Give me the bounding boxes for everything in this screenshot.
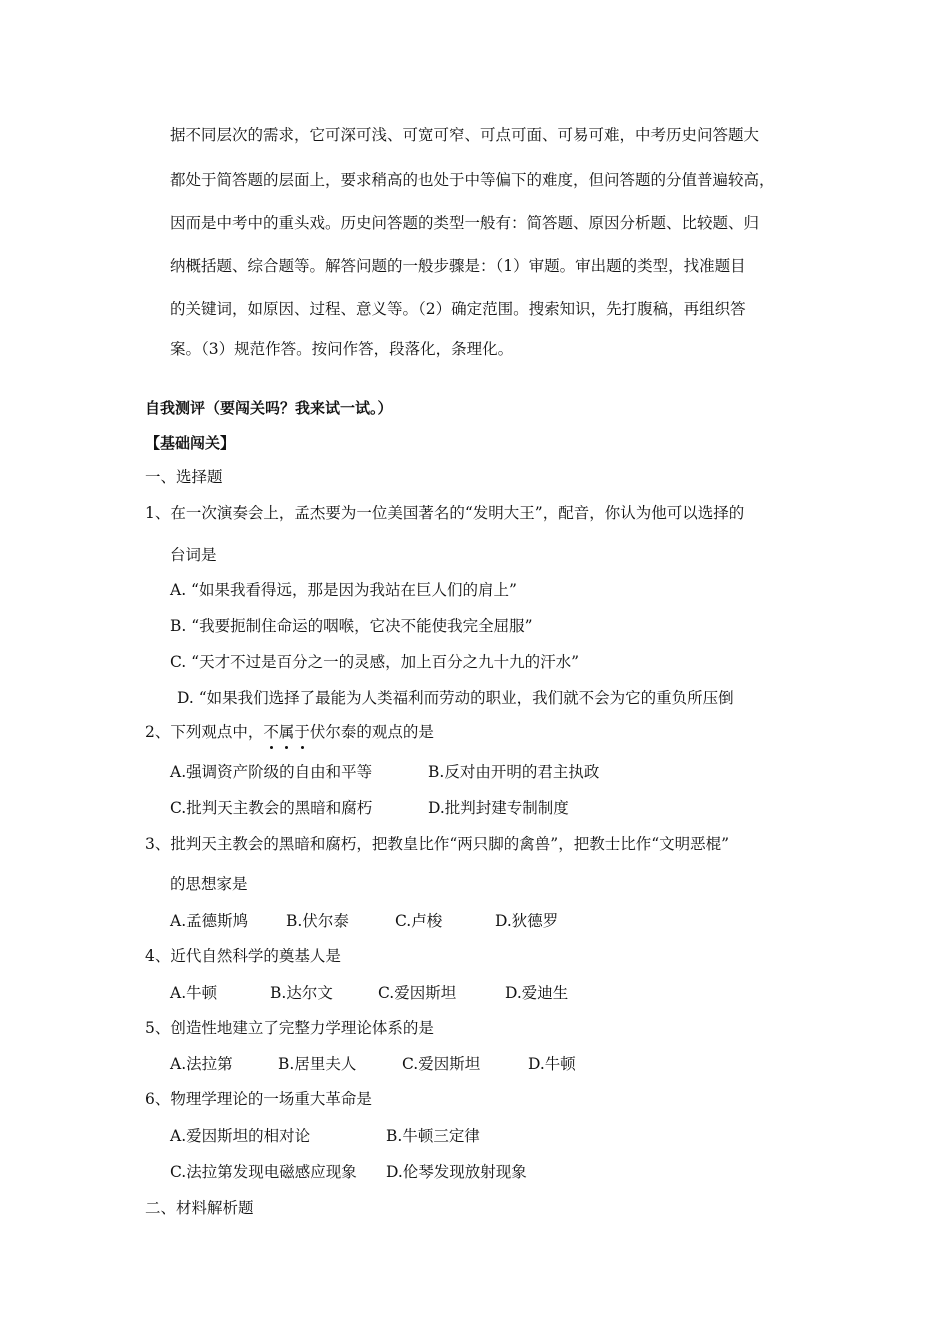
q3-stem-cont: 的思想家是: [170, 875, 248, 893]
q2-stem-pre: 2、下列观点中，: [145, 723, 264, 741]
q4-stem: 4、近代自然科学的奠基人是: [145, 947, 341, 965]
section-title: 自我测评（要闯关吗？我来试一试。）: [145, 399, 393, 417]
intro-line: 的关键词，如原因、过程、意义等。（2）确定范围。搜索知识，先打腹稿，再组织答: [170, 300, 746, 318]
q4-option-d: D.爱迪生: [505, 984, 569, 1002]
q2-stem-post: 伏尔泰的观点的是: [309, 723, 434, 741]
q2-stem: [145, 722, 434, 742]
q6-option-c: C.法拉第发现电磁感应现象: [170, 1163, 357, 1181]
q5-option-c: C.爱因斯坦: [402, 1055, 481, 1073]
q1-option-d: D. “如果我们选择了最能为人类福利而劳动的职业，我们就不会为它的重负所压倒: [177, 689, 734, 707]
q3-option-d: D.狄德罗: [495, 912, 559, 930]
emphasis-char: 属: [278, 723, 295, 741]
intro-line: 因而是中考中的重头戏。历史问答题的类型一般有：简答题、原因分析题、比较题、归: [170, 214, 760, 232]
q5-option-d: D.牛顿: [528, 1055, 576, 1073]
q2-option-d: D.批判封建专制制度: [428, 799, 569, 817]
q1-option-a: A. “如果我看得远，那是因为我站在巨人们的肩上”: [170, 581, 517, 599]
part1-title: 一、选择题: [145, 468, 223, 486]
q5-option-a: A.法拉第: [170, 1055, 233, 1073]
q2-option-b: B.反对由开明的君主执政: [428, 763, 600, 781]
q4-option-a: A.牛顿: [170, 984, 218, 1002]
q6-stem: 6、物理学理论的一场重大革命是: [145, 1090, 372, 1108]
q5-stem: 5、创造性地建立了完整力学理论体系的是: [145, 1019, 434, 1037]
intro-line: 据不同层次的需求，它可深可浅、可宽可窄、可点可面、可易可难，中考历史问答题大: [170, 126, 760, 144]
q3-option-a: A.孟德斯鸠: [170, 912, 249, 930]
q3-stem: 3、批判天主教会的黑暗和腐朽，把教皇比作“两只脚的禽兽”，把教士比作“文明恶棍”: [145, 835, 730, 853]
emphasis-char: 于: [294, 723, 310, 741]
q2-option-c: C.批判天主教会的黑暗和腐朽: [170, 799, 373, 817]
q6-option-a: A.爱因斯坦的相对论: [170, 1127, 311, 1145]
q1-stem: 1、在一次演奏会上，孟杰要为一位美国著名的“发明大王”，配音，你认为他可以选择的: [145, 504, 745, 522]
part2-title: 二、材料解析题: [145, 1199, 254, 1217]
level-title: 【基础闯关】: [145, 434, 236, 452]
q3-option-b: B.伏尔泰: [286, 912, 349, 930]
intro-line: 案。（3）规范作答。按问作答，段落化，条理化。: [170, 340, 514, 358]
q4-option-c: C.爱因斯坦: [378, 984, 457, 1002]
emphasis-char: 不: [263, 723, 279, 741]
q5-option-b: B.居里夫人: [278, 1055, 357, 1073]
q6-option-d: D.伦琴发现放射现象: [386, 1163, 527, 1181]
intro-line: 都处于简答题的层面上，要求稍高的也处于中等偏下的难度，但问答题的分值普遍较高，: [170, 171, 775, 189]
q6-option-b: B.牛顿三定律: [386, 1127, 480, 1145]
q1-option-b: B. “我要扼制住命运的咽喉，它决不能使我完全屈服”: [170, 617, 533, 635]
q1-option-c: C. “天才不过是百分之一的灵感，加上百分之九十九的汗水”: [170, 653, 580, 671]
q4-option-b: B.达尔文: [270, 984, 333, 1002]
intro-line: 纳概括题、综合题等。解答问题的一般步骤是：（1）审题。审出题的类型，找准题目: [170, 257, 746, 275]
q2-option-a: A.强调资产阶级的自由和平等: [170, 763, 373, 781]
q1-stem-cont: 台词是: [170, 546, 217, 564]
q3-option-c: C.卢梭: [395, 912, 443, 930]
